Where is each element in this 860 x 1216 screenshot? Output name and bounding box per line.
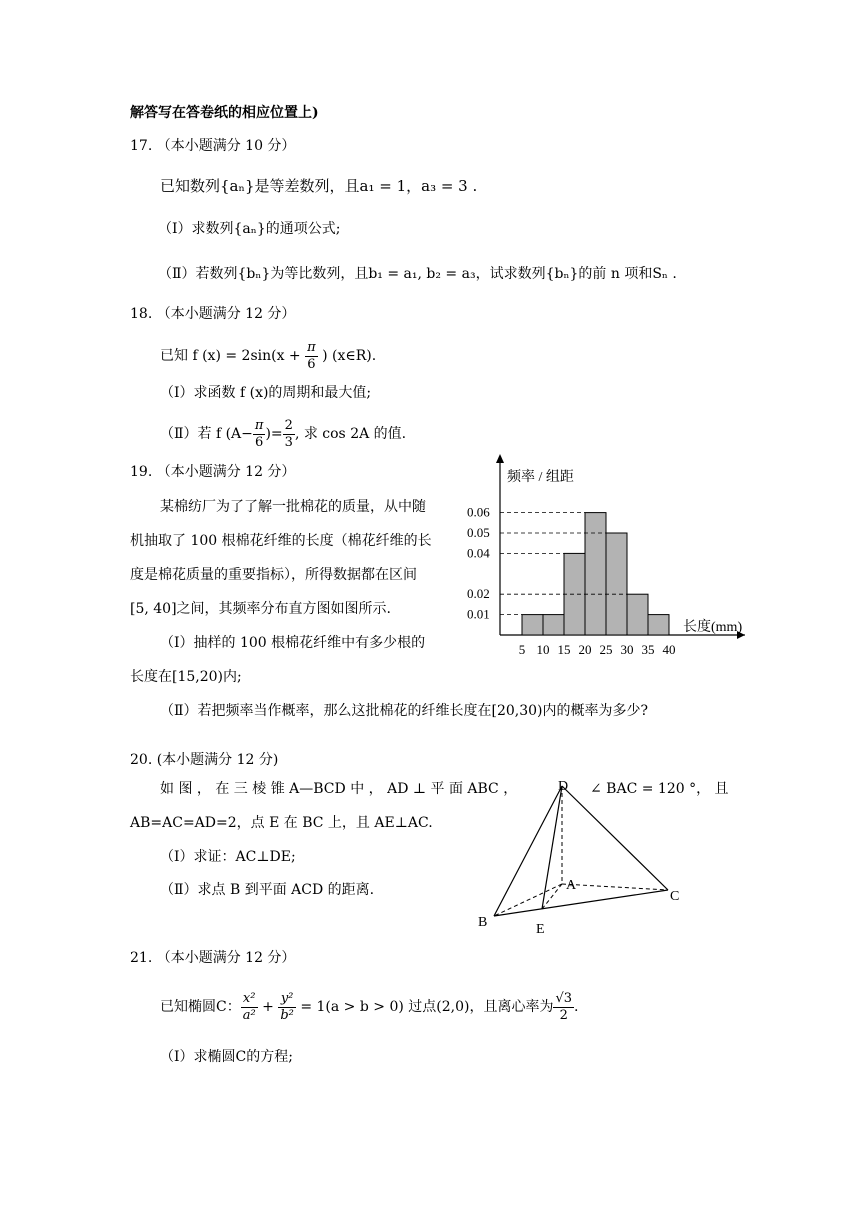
q18-part2 (160, 414, 406, 454)
q19-line4: [5, 40]之间，其频率分布直方图如图所示. (130, 601, 391, 617)
q21-title: 21. （本小题满分 12 分） (130, 950, 296, 966)
q20-line2: AB=AC=AD=2，点 E 在 BC 上，且 AE⊥AC. (130, 815, 433, 831)
q21-x2: x² (241, 991, 258, 1008)
y-axis-label: 频率 / 组距 (507, 470, 574, 485)
q21-frac-y (278, 991, 296, 1024)
q21-part1: （Ⅰ）求椭圆C的方程; (160, 1049, 293, 1065)
edge-BC (494, 890, 668, 916)
q21-frac-e (553, 991, 574, 1024)
x-axis-label: 长度(mm) (683, 620, 743, 635)
q18-part2-fraction-23 (283, 418, 295, 451)
q18-part2-fraction-pi (253, 418, 266, 451)
header-note: 解答写在答卷纸的相应位置上) (130, 105, 319, 121)
q19-line2: 机抽取了 100 根棉花纤维的长度（棉花纤维的长 (130, 533, 432, 549)
q18-stem-fraction (305, 340, 318, 373)
q21-b2: b² (280, 1007, 294, 1023)
histogram-bar (585, 513, 606, 635)
q18-part2-den3: 3 (284, 434, 293, 450)
q18-part2-pi: π (254, 417, 264, 433)
label-B: B (478, 915, 488, 930)
histogram-bar (522, 615, 543, 635)
frequency-histogram (440, 450, 760, 665)
q21-a2: a² (242, 1007, 256, 1023)
q20-line1-right: ∠ BAC = 120 °， 且 (590, 781, 729, 797)
q19-line1: 某棉纺厂为了了解一批棉花的质量，从中随 (160, 499, 426, 515)
q21-stem-pre: 已知椭圆C： (160, 999, 241, 1015)
x-tick-label: 40 (662, 642, 676, 657)
q18-stem-den: 6 (307, 356, 316, 372)
y-tick-label: 0.01 (467, 606, 490, 622)
q20-part1: （Ⅰ）求证：AC⊥DE; (160, 849, 296, 865)
x-tick-label: 35 (641, 642, 655, 657)
q18-part2-den6: 6 (255, 434, 264, 450)
q18-part1: （Ⅰ）求函数 f (x)的周期和最大值; (160, 385, 372, 401)
histogram-bar (564, 553, 585, 635)
q17-part2: （Ⅱ）若数列{bₙ}为等比数列，且b₁ = a₁, b₂ = a₃，试求数列{bₙ}的前 n 项和Sₙ . (158, 266, 677, 282)
q17-title: 17. （本小题满分 10 分） (130, 138, 296, 154)
tetrahedron-figure (470, 772, 700, 942)
q18-part2-pre: （Ⅱ）若 f (A− (160, 426, 253, 442)
q21-sqrt3: √3 (555, 990, 573, 1006)
x-tick-label: 20 (578, 642, 592, 657)
q19-line5: （Ⅰ）抽样的 100 根棉花纤维中有多少根的 (160, 635, 426, 651)
q18-title: 18. （本小题满分 12 分） (130, 306, 296, 322)
q21-stem-mid: = 1(a > b > 0) 过点(2,0)，且离心率为 (300, 999, 554, 1015)
q18-part2-post: , 求 cos 2A 的值. (294, 426, 407, 442)
y-tick-label: 0.02 (467, 586, 490, 602)
y-tick-label: 0.06 (467, 504, 490, 520)
q21-dot: . (574, 999, 579, 1015)
x-tick-label: 30 (620, 642, 634, 657)
q18-part2-num2: 2 (284, 417, 293, 433)
histogram-bar (606, 533, 627, 635)
x-tick-label: 5 (518, 642, 526, 657)
q21-y2: y² (278, 991, 296, 1008)
y-tick-label: 0.04 (467, 545, 490, 561)
edge-AC (562, 884, 668, 890)
q18-part2-mid: )= (265, 426, 283, 442)
q19-line3: 度是棉花质量的重要指标），所得数据都在区间 (130, 567, 417, 583)
label-A: A (566, 878, 577, 893)
x-tick-label: 10 (536, 642, 550, 657)
x-tick-label: 25 (599, 642, 613, 657)
q17-part1: （Ⅰ）求数列{aₙ}的通项公式; (158, 221, 341, 237)
q17-stem: 已知数列{aₙ}是等差数列，且a₁ = 1，a₃ = 3 . (160, 177, 478, 195)
y-axis-arrow (496, 454, 504, 463)
q20-line1: 如 图 ， 在 三 棱 锥 A—BCD 中 ， AD ⊥ 平 面 ABC ， (160, 781, 518, 797)
y-tick-label: 0.05 (467, 525, 490, 540)
q18-stem-pre: 已知 f (x) = 2sin(x + (160, 348, 301, 364)
q19-line7: （Ⅱ）若把频率当作概率，那么这批棉花的纤维长度在[20,30)内的概率为多少? (160, 703, 649, 719)
q20-part2: （Ⅱ）求点 B 到平面 ACD 的距离. (160, 882, 375, 898)
q21-den2: 2 (559, 1007, 568, 1023)
label-E: E (536, 922, 545, 937)
q19-title: 19. （本小题满分 12 分） (130, 464, 296, 480)
q18-stem (160, 336, 376, 376)
q18-stem-pi: π (307, 339, 316, 355)
q18-stem-post: ) (x∈R). (322, 348, 377, 364)
q21-stem (160, 985, 578, 1029)
histogram-bar (543, 615, 564, 635)
x-tick-label: 15 (557, 642, 571, 657)
label-C: C (670, 889, 680, 904)
q20-title: 20. (本小题满分 12 分) (130, 752, 279, 768)
histogram-bar (627, 594, 648, 635)
q19-line6: 长度在[15,20)内; (130, 669, 242, 685)
q21-plus: + (262, 999, 274, 1015)
histogram-bar (648, 615, 669, 635)
edge-DC (562, 786, 668, 890)
q21-frac-x (241, 991, 258, 1024)
label-D: D (558, 779, 569, 794)
